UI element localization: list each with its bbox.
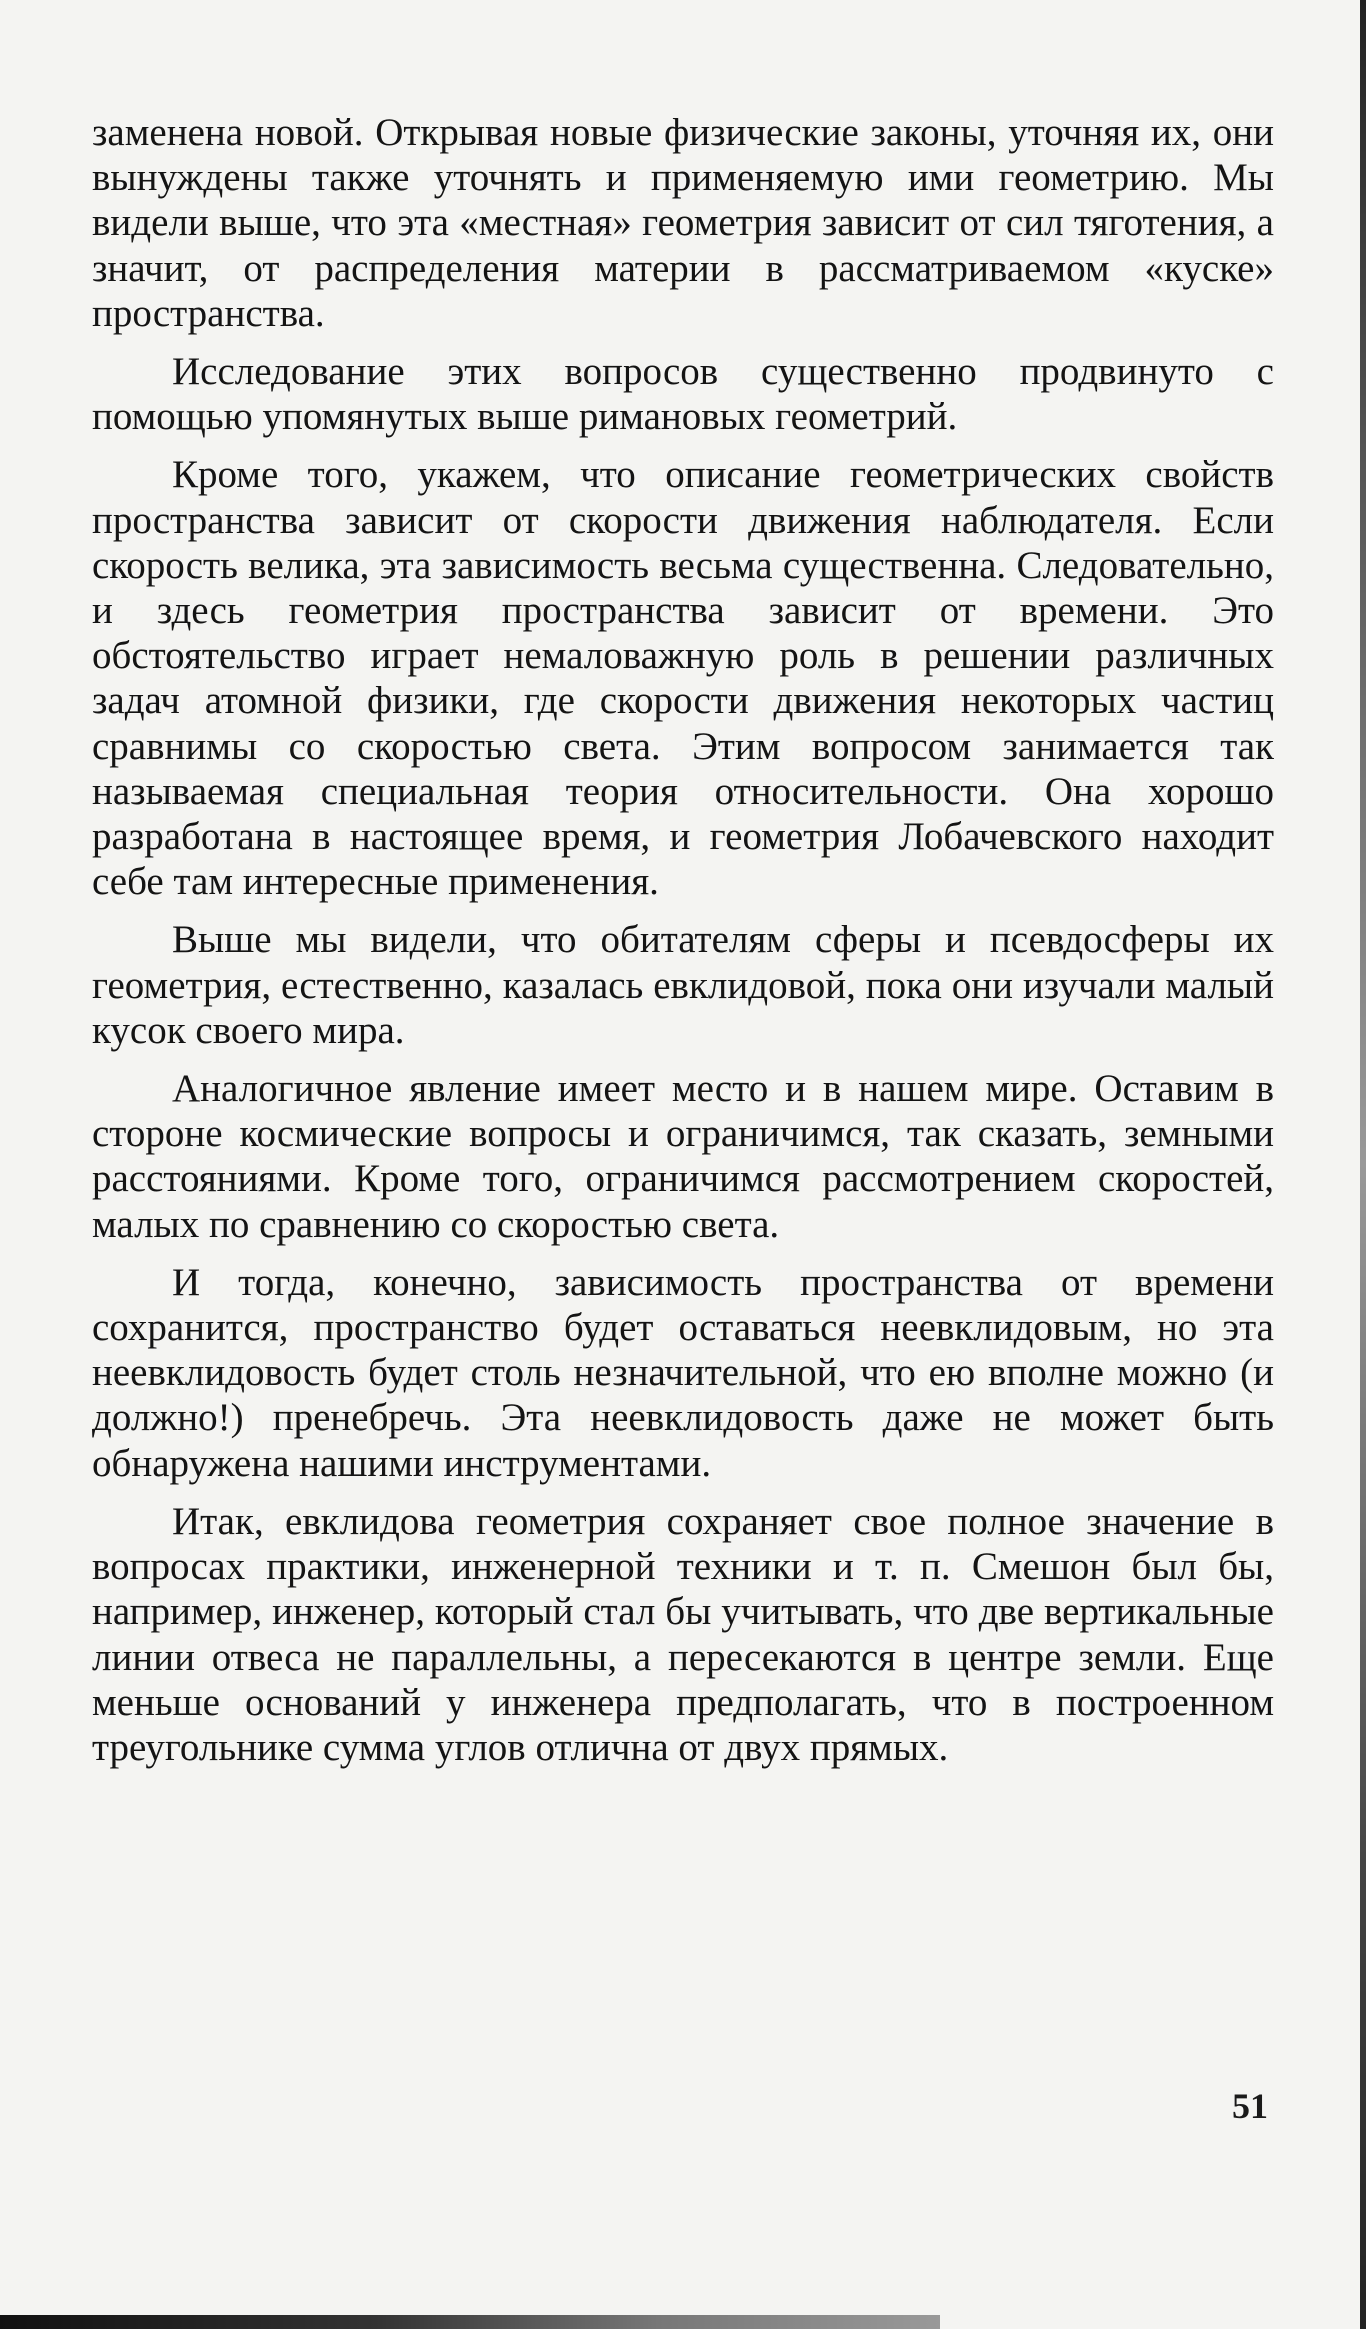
page-edge-bottom xyxy=(0,2315,940,2329)
body-text xyxy=(92,110,1274,1783)
paragraph-1: заменена новой. Открывая новые физические законы, уточняя их, они вынуждены также уточнять и применяемую ими геометрию. Мы видели выше, что эта «местная» геометрия зависит от сил тяготения, а значит, от распределения материи в рассматриваемом «куске» пространства. xyxy=(92,111,1274,335)
paragraph-5: Аналогичное явление имеет место и в нашем мире. Оставим в стороне космические вопросы и ограничимся, так сказать, земными расстояниями. Кроме того, ограничимся рассмотрением скоростей, малых по сравнению со скоростью света. xyxy=(92,1067,1274,1246)
page-number: 51 xyxy=(1232,2086,1268,2126)
paragraph-7: Итак, евклидова геометрия сохраняет свое полное значение в вопросах практики, инженерной техники и т. п. Смешон был бы, например, инженер, который стал бы учитывать, что две вертикальные линии отвеса не параллельны, а пересекаются в центре земли. Еще меньше оснований у инженера предполагать, что в построенном треугольнике сумма углов отлична от двух прямых. xyxy=(92,1499,1274,1769)
paragraph-3: Кроме того, укажем, что описание геометрических свойств пространства зависит от скорости движения наблюдателя. Если скорость велика, эта зависимость весьма существенна. Следовательно, и здесь геометрия пространства зависит от времени. Это обстоятельство играет немаловажную роль в решении различных задач атомной физики, где скорости движения некоторых частиц сравнимы со скоростью света. Этим вопросом занимается так называемая специальная теория относительности. Она хорошо разработана в настоящее время, и геометрия Лобачевского находит себе там интересные применения. xyxy=(92,453,1274,904)
paragraph-2: Исследование этих вопросов существенно продвинуто с помощью упомянутых выше римановых геометрий. xyxy=(92,350,1274,439)
paragraph-4: Выше мы видели, что обитателям сферы и псевдосферы их геометрия, естественно, казалась евклидовой, пока они изучали малый кусок своего мира. xyxy=(92,918,1274,1052)
paragraph-6: И тогда, конечно, зависимость пространства от времени сохранится, пространство будет оставаться неевклидовым, но эта неевклидовость будет столь незначительной, что ею вполне можно (и должно!) пренебречь. Эта неевклидовость даже не может быть обнаружена нашими инструментами. xyxy=(92,1260,1274,1485)
page-edge-right xyxy=(1360,0,1366,2329)
